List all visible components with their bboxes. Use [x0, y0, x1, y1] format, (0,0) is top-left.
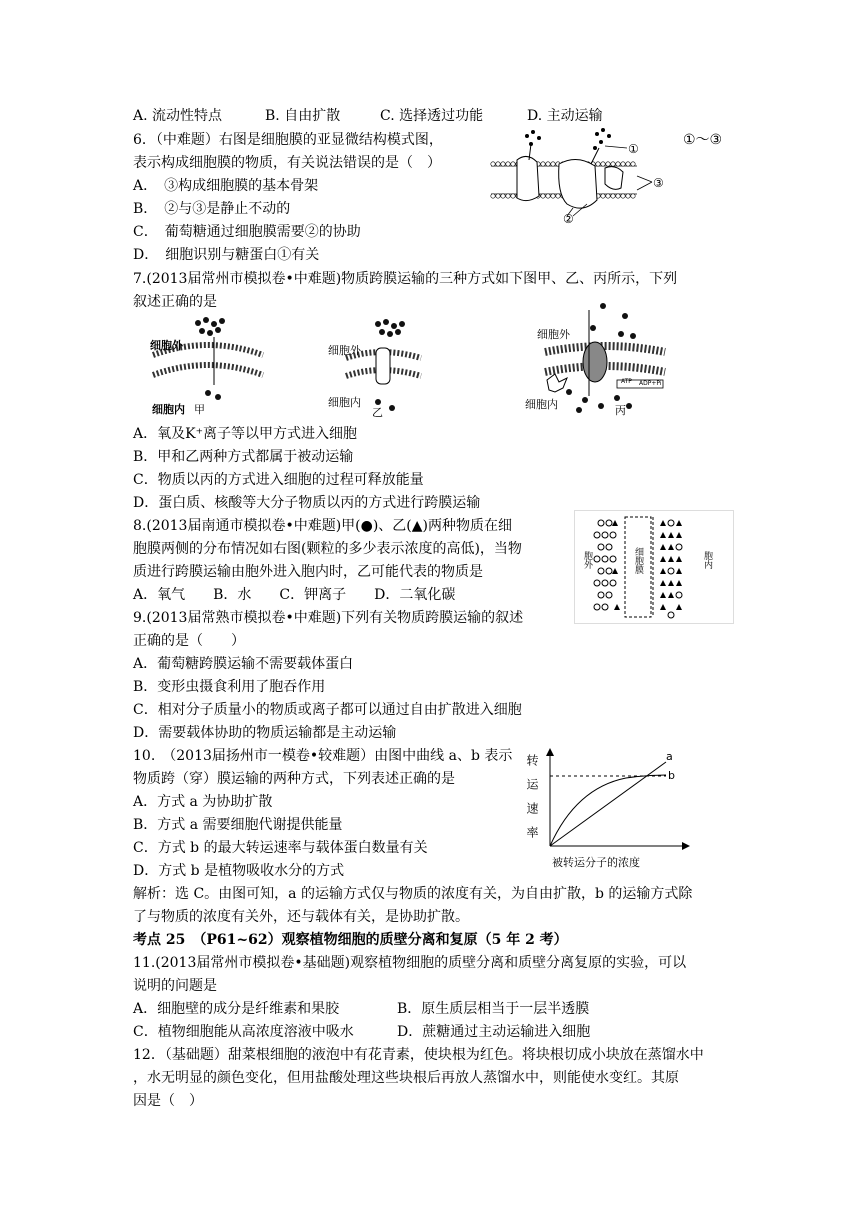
q9-option-a: A．葡萄糖跨膜运输不需要载体蛋白 — [133, 656, 354, 672]
phospholipid-head — [546, 162, 550, 166]
label-out-b: 细胞外 — [328, 344, 361, 357]
phospholipid-head — [501, 194, 505, 198]
phospholipid-head — [621, 194, 625, 198]
phospholipid-head — [491, 194, 495, 198]
curve-a-label: a — [666, 750, 673, 763]
q10-option-d: D．方式 b 是植物吸收水分的方式 — [133, 863, 345, 879]
q10-stem-line2: 物质跨（穿）膜运输的两种方式，下列表述正确的是 — [133, 771, 455, 787]
q11-stem-line1: 11.(2013届常州市模拟卷•基础题)观察植物细胞的质壁分离和质壁分离复原的实验，可以 — [133, 955, 687, 971]
q10-stem-line1: 10. （2013届扬州市一模卷•较难题）由图中曲线 a、b 表示 — [133, 748, 513, 764]
q7-option-c: C．物质以丙的方式进入细胞的过程可释放能量 — [133, 472, 424, 488]
transport-rate-graph — [516, 748, 696, 874]
q12-line2: ，水无明显的颜色变化，但用盐酸处理这些块根后再放人蒸馏水中，则能使水变红。其原 — [133, 1070, 679, 1086]
q6-stem-right: ①～③ — [683, 132, 723, 148]
phospholipid-head — [606, 162, 610, 166]
q8-options: A．氧气 B．水 C．钾离子 D．二氧化碳 — [133, 587, 456, 603]
q6-stem-line1: 6．（中难题）右图是细胞膜的亚显微结构模式图， — [133, 132, 443, 148]
phospholipid-head — [601, 194, 605, 198]
q9-stem-line1: 9.(2013届常熟市模拟卷•中难题)下列有关物质跨膜运输的叙述 — [133, 610, 524, 626]
q9-stem-line2: 正确的是（ ） — [133, 633, 245, 649]
phospholipid-head — [611, 194, 615, 198]
label-out: 胞外 — [582, 551, 592, 569]
phospholipid-head — [541, 194, 545, 198]
x-axis-label: 被转运分子的浓度 — [552, 856, 640, 869]
q8-stem-line2: 胞膜两侧的分布情况如右图(颗粒的多少表示浓度的高低)，当物 — [133, 541, 522, 557]
q6-option-d: D． 细胞识别与糖蛋白①有关 — [133, 247, 320, 263]
q9-option-c: C．相对分子质量小的物质或离子都可以通过自由扩散进入细胞 — [133, 702, 522, 718]
q12-line1: 12．（基础题）甜菜根细胞的液泡中有花青素，使块根为红色。将块根切成小块放在蒸馏水中 — [133, 1047, 704, 1063]
phospholipid-head — [626, 194, 630, 198]
q7-option-b: B．甲和乙两种方式都属于被动运输 — [133, 449, 354, 465]
q7-option-d: D．蛋白质、核酸等大分子物质以丙的方式进行跨膜运输 — [133, 495, 481, 511]
q6-stem-line2: 表示构成细胞膜的物质，有关说法错误的是（ ） — [133, 155, 441, 171]
transport-figure-jia — [148, 315, 268, 415]
label-in-c: 细胞内 — [525, 398, 558, 411]
q7-option-a: A．氧及K⁺离子等以甲方式进入细胞 — [133, 426, 357, 442]
phospholipid-head — [631, 194, 635, 198]
phospholipid-head — [621, 162, 625, 166]
curve-b-label: b — [668, 769, 675, 782]
label-bing: 丙 — [615, 404, 626, 417]
q6-option-a: A． ③构成细胞膜的基本骨架 — [133, 178, 319, 194]
phospholipid-head — [546, 194, 550, 198]
q7-stem-line1: 7.(2013届常州市模拟卷•中难题)物质跨膜运输的三种方式如下图甲、乙、丙所示，下列 — [133, 271, 678, 287]
phospholipid-head — [596, 162, 600, 166]
phospholipid-head — [616, 162, 620, 166]
phospholipid-head — [491, 162, 495, 166]
label-out-c: 细胞外 — [537, 328, 570, 341]
q6-option-b: B． ②与③是静止不动的 — [133, 201, 291, 217]
q5-option-c: C. 选择透过功能 — [380, 108, 484, 124]
q11-option-c: C．植物细胞能从高浓度溶液中吸水 — [133, 1024, 354, 1040]
label-membrane: 细胞膜 — [633, 547, 643, 574]
phospholipid-head — [616, 194, 620, 198]
q11-stem-line2: 说明的问题是 — [133, 978, 217, 994]
phospholipid-head — [496, 162, 500, 166]
q10-option-a: A．方式 a 为协助扩散 — [133, 794, 273, 810]
label-in-a: 细胞内 — [152, 403, 185, 416]
q12-line3: 因是（ ） — [133, 1093, 203, 1109]
phospholipid-head — [631, 162, 635, 166]
phospholipid-head — [506, 162, 510, 166]
q5-option-a: A. 流动性特点 — [133, 108, 223, 124]
q8-stem-line3: 质进行跨膜运输由胞外进入胞内时，乙可能代表的物质是 — [133, 564, 483, 580]
phospholipid-head — [611, 162, 615, 166]
phospholipid-head — [541, 162, 545, 166]
phospholipid-head — [506, 194, 510, 198]
label-three: ③ — [653, 176, 664, 190]
phospholipid-head — [511, 194, 515, 198]
label-in-b: 细胞内 — [328, 396, 361, 409]
q11-option-b: B．原生质层相当于一层半透膜 — [397, 1001, 590, 1017]
phospholipid-head — [496, 194, 500, 198]
q10-analysis-line2: 了与物质的浓度有关外，还与载体有关，是协助扩散。 — [133, 909, 469, 925]
y-axis-label: 转运速率 — [525, 754, 539, 850]
distribution-figure — [574, 510, 734, 624]
transport-figure-bing — [525, 300, 685, 418]
label-in: 胞内 — [702, 551, 712, 569]
phospholipid-head — [626, 162, 630, 166]
label-jia: 甲 — [194, 403, 205, 416]
q10-analysis-line1: 解析：选 C。由图可知，a 的运输方式仅与物质的浓度有关，为自由扩散，b 的运输方式除 — [133, 886, 693, 902]
phospholipid-head — [556, 194, 560, 198]
label-atp: ATP — [621, 378, 632, 385]
label-yi: 乙 — [372, 406, 383, 419]
q11-option-a: A．细胞壁的成分是纤维素和果胶 — [133, 1001, 340, 1017]
phospholipid-head — [501, 162, 505, 166]
q9-option-b: B．变形虫摄食利用了胞吞作用 — [133, 679, 326, 695]
transport-figure-yi — [326, 318, 426, 418]
label-out-a: 细胞外 — [150, 339, 183, 352]
label-adp: ADP+Pi — [639, 380, 662, 387]
q5-option-d: D. 主动运输 — [527, 108, 603, 124]
phospholipid-head — [511, 162, 515, 166]
phospholipid-head — [601, 162, 605, 166]
topic-25-heading: 考点 25 （P61~62）观察植物细胞的质壁分离和复原（5 年 2 考） — [133, 932, 568, 948]
label-one: ① — [628, 142, 639, 156]
q6-option-c: C． 葡萄糖通过细胞膜需要②的协助 — [133, 224, 361, 240]
phospholipid-head — [551, 194, 555, 198]
q11-option-d: D．蔗糖通过主动运输进入细胞 — [397, 1024, 591, 1040]
q10-option-b: B．方式 a 需要细胞代谢提供能量 — [133, 817, 343, 833]
q5-option-b: B. 自由扩散 — [265, 108, 341, 124]
q10-option-c: C．方式 b 的最大转运速率与载体蛋白数量有关 — [133, 840, 428, 856]
membrane-structure-figure — [487, 124, 682, 224]
phospholipid-head — [551, 162, 555, 166]
q7-stem-line2: 叙述正确的是 — [133, 294, 217, 310]
q9-option-d: D．需要载体协助的物质运输都是主动运输 — [133, 725, 397, 741]
label-two: ② — [563, 212, 574, 224]
phospholipid-head — [606, 194, 610, 198]
q8-stem-line1: 8.(2013届南通市模拟卷•中难题)甲(●)、乙(▲)两种物质在细 — [133, 518, 512, 534]
